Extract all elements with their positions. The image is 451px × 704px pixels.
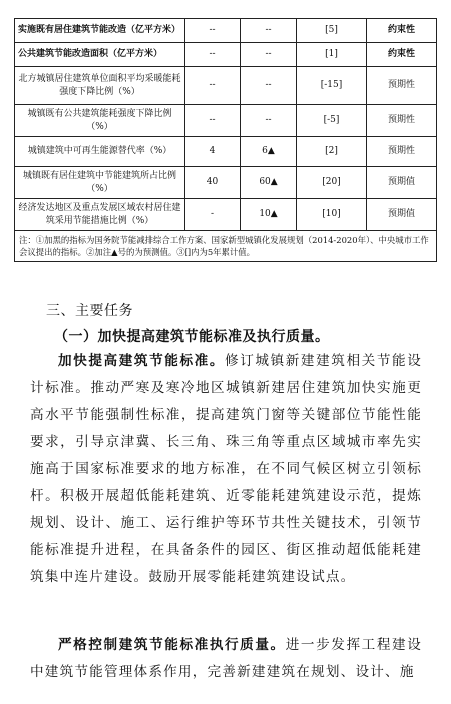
cell-base-value: -- (185, 19, 241, 43)
cell-target-value: -- (241, 105, 297, 137)
table-row (15, 19, 437, 43)
table-row (15, 199, 437, 231)
cell-cumulative-value: [-5] (297, 105, 367, 137)
cell-cumulative-value: [20] (297, 167, 367, 199)
row-label: 实施既有居住建筑节能改造（亿平方米） (15, 19, 185, 43)
cell-attribute: 预期性 (367, 67, 437, 105)
table-row (15, 43, 437, 67)
cell-target-value: -- (241, 67, 297, 105)
table-row (15, 67, 437, 105)
table-row (15, 105, 437, 137)
section-heading: 三、主要任务 (46, 303, 133, 319)
paragraph-1-lead: 加快提高建筑节能标准。 (58, 353, 226, 369)
paragraph-1-text: 修订城镇新建建筑相关节能设计标准。推动严寒及寒冷地区城镇新建居住建筑加快实施更高水平节能强制性标准，提高建筑门窗等关键部位节能性能要求，引导京津冀、长三角、珠三角等重点区域城市率先实施高于国家标准要求的地方标准，在不同气候区树立引领标杆。积极开展超低能耗建筑、近零能耗建筑建设示范，提炼规划、设计、施工、运行维护等环节共性关键技术，引领节能标准提升进程，在具备条件的园区、街区推动超低能耗建筑集中连片建设。鼓励开展零能耗建筑建设试点。 (30, 353, 422, 585)
cell-base-value: - (185, 199, 241, 231)
cell-cumulative-value: [1] (297, 43, 367, 67)
cell-target-value: -- (241, 19, 297, 43)
row-label: 公共建筑节能改造面积（亿平方米） (15, 43, 185, 67)
table-note: 注：①加黑的指标为国务院节能减排综合工作方案、国家新型城镇化发展规划（2014-2020年）、中央城市工作会议提出的指标。②加注▲号的为预测值。③[]内为5年累计值。 (15, 231, 437, 262)
cell-base-value: -- (185, 105, 241, 137)
cell-base-value: 4 (185, 137, 241, 167)
row-label: 城镇建筑中可再生能源替代率（%） (15, 137, 185, 167)
cell-base-value: 40 (185, 167, 241, 199)
row-label: 城镇既有公共建筑能耗强度下降比例（%） (15, 105, 185, 137)
table-row (15, 167, 437, 199)
cell-base-value: -- (185, 67, 241, 105)
row-label: 北方城镇居住建筑单位面积平均采暖能耗强度下降比例（%） (15, 67, 185, 105)
cell-attribute: 预期性 (367, 105, 437, 137)
cell-target-value: 10▲ (241, 199, 297, 231)
cell-target-value: -- (241, 43, 297, 67)
cell-attribute: 约束性 (367, 19, 437, 43)
row-label: 城镇既有居住建筑中节能建筑所占比例（%） (15, 167, 185, 199)
cell-cumulative-value: [5] (297, 19, 367, 43)
paragraph-2 (30, 632, 422, 686)
cell-attribute: 预期性 (367, 137, 437, 167)
indicator-table (14, 18, 437, 262)
subheading: （一）加快提高建筑节能标准及执行质量。 (54, 329, 330, 345)
cell-cumulative-value: [2] (297, 137, 367, 167)
cell-attribute: 预期值 (367, 167, 437, 199)
cell-attribute: 预期值 (367, 199, 437, 231)
cell-cumulative-value: [10] (297, 199, 367, 231)
row-label: 经济发达地区及重点发展区域农村居住建筑采用节能措施比例（%） (15, 199, 185, 231)
cell-cumulative-value: [-15] (297, 67, 367, 105)
paragraph-2-lead: 严格控制建筑节能标准执行质量。 (58, 637, 286, 653)
cell-target-value: 60▲ (241, 167, 297, 199)
paragraph-2-text: 进一步发挥工程建设中建筑节能管理体系作用，完善新建建筑在规划、设计、施 (30, 637, 422, 680)
cell-base-value: -- (185, 43, 241, 67)
cell-target-value: 6▲ (241, 137, 297, 167)
paragraph-1 (30, 348, 422, 591)
table-row (15, 137, 437, 167)
cell-attribute: 约束性 (367, 43, 437, 67)
